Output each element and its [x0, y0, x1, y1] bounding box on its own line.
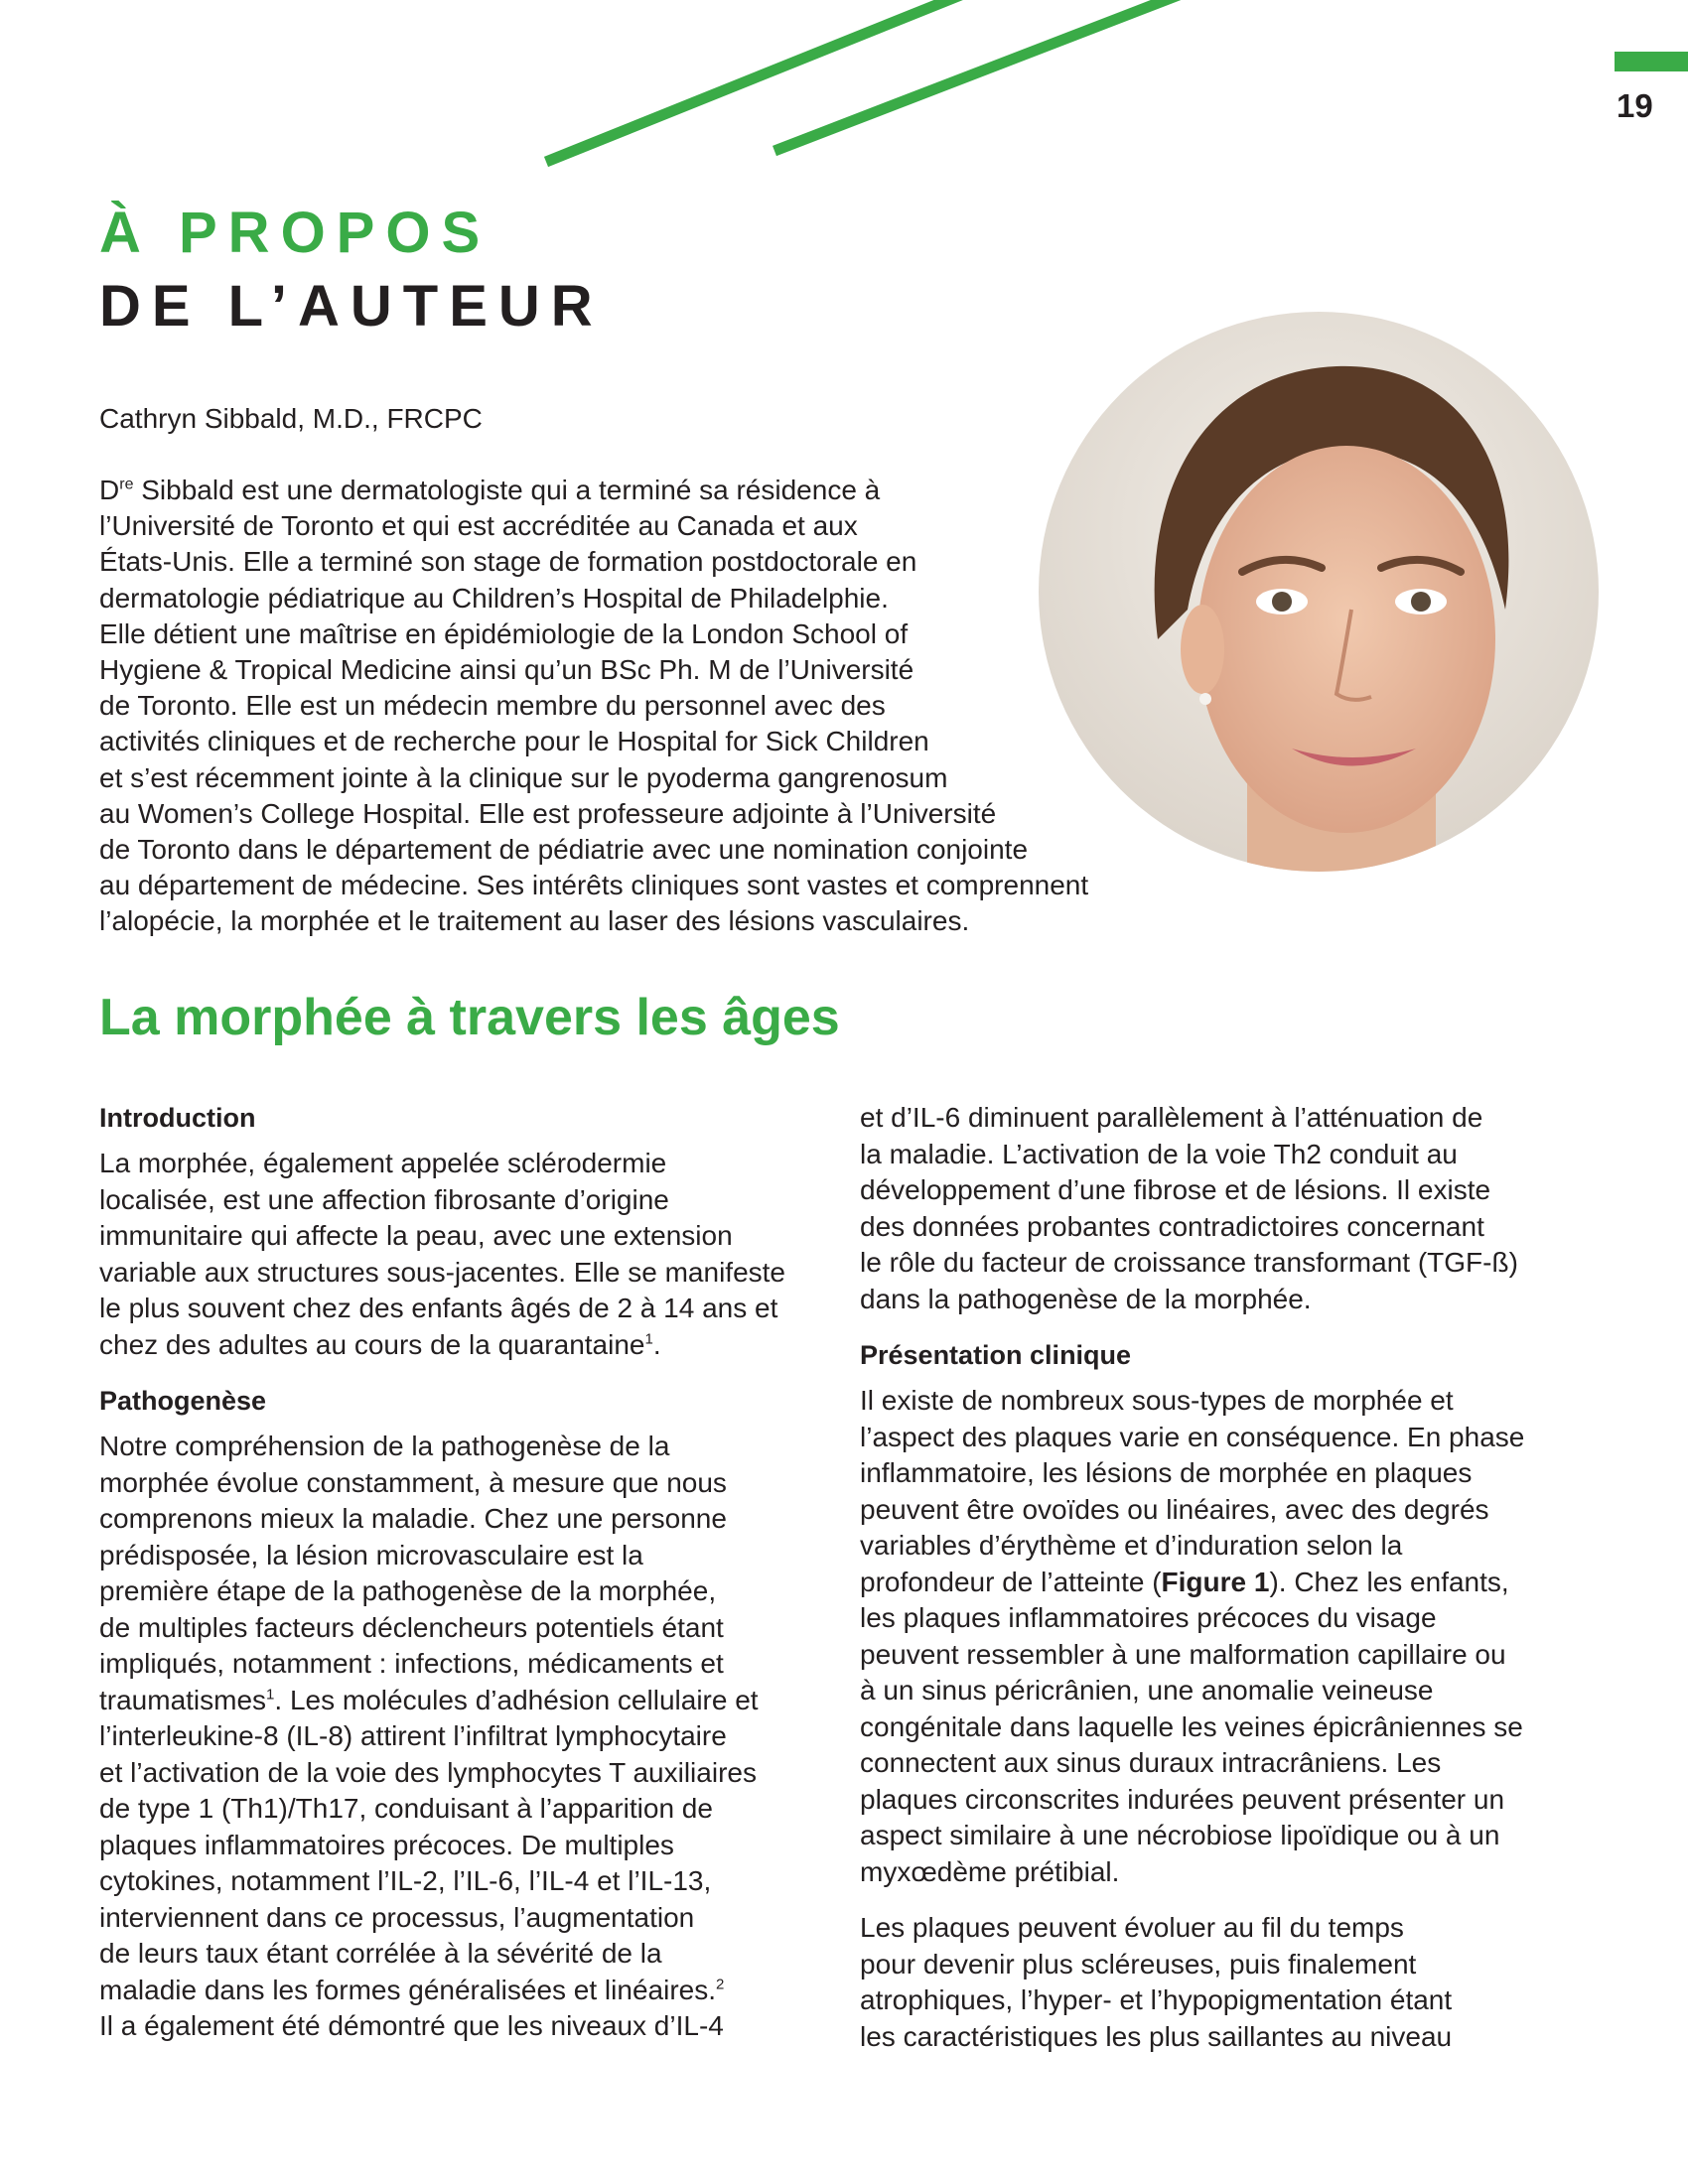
author-name: Cathryn Sibbald, M.D., FRCPC [99, 403, 483, 434]
heading-pathogenese: Pathogenèse [99, 1386, 267, 1416]
paragraph-continuation: et d’IL-6 diminuent parallèlement à l’atténuation de la maladie. L’activation de la voie Th2 conduit au développement d’une fibrose et de lésions. Il existe des données probantes contradictoires concernant le rôle du facteur de croissance transformant (TGF-ß) dans la pathogenèse de la morphée. [860, 1102, 1518, 1314]
paragraph-presentation-clinique: Il existe de nombreux sous-types de morphée et l’aspect des plaques varie en conséquence. En phase inflammatoire, les lésions de morphée en plaques peuvent être ovoïdes ou linéaires, avec des degrés variables d’érythème et d’induration selon la profondeur de l’atteinte (Figure 1). Chez les enfants, les plaques inflammatoires précoces du visage peuvent ressembler à une malformation capillaire ou à un sinus péricrânien, une anomalie veineuse congénitale dans laquelle les veines épicrâniennes se connectent aux sinus duraux intracrâniens. Les plaques circonscrites indurées peuvent présenter un aspect similaire à une nécrobiose lipoïdique ou à un myxœdème prétibial. [860, 1385, 1525, 1887]
reference-marker: 2 [716, 1976, 725, 1993]
heading-introduction: Introduction [99, 1103, 256, 1133]
bio-superscript: re [119, 476, 134, 493]
section-title-line1: À PROPOS [99, 201, 492, 265]
section-title-line2: DE L’AUTEUR [99, 274, 604, 339]
paragraph-evolution: Les plaques peuvent évoluer au fil du temps pour devenir plus scléreuses, puis finalement atrophiques, l’hyper- et l’hypopigmentation étant les caractéristiques les plus saillantes au niveau [860, 1912, 1453, 2052]
article-title: La morphée à travers les âges [99, 989, 840, 1046]
article-column-right [860, 1100, 1595, 2075]
page-number-accent-bar [1615, 52, 1688, 71]
reference-marker: 1 [644, 1330, 653, 1348]
page-number: 19 [1617, 87, 1653, 124]
author-bio: Dre Sibbald est une dermatologiste qui a terminé sa résidence à l’Université de Toronto et qui est accréditée au Canada et aux États-Unis. Elle a terminé son stage de formation postdoctorale en dermatologie pédiatrique au Children’s Hospital de Philadelphie. Elle détient une maîtrise en épidémiologie de la London School of Hygiene & Tropical Medicine ainsi qu’un BSc Ph. M de l’Université de Toronto. Elle est un médecin membre du personnel avec des activités cliniques et de recherche pour le Hospital for Sick Children et s’est récemment jointe à la clinique sur le pyoderma gangrenosum au Women’s College Hospital. Elle est professeure adjointe à l’Université de Toronto dans le département de pédiatrie avec une nomination conjointe au département de médecine. Ses intérêts cliniques sont vastes et comprennent l’alopécie, la morphée et le traitement au laser des lésions vasculaires. [99, 475, 1089, 937]
paragraph-introduction: La morphée, également appelée sclérodermie localisée, est une affection fibrosante d’origine immunitaire qui affecte la peau, avec une extension variable aux structures sous-jacentes. Elle se manifeste le plus souvent chez des enfants âgés de 2 à 14 ans et chez des adultes au cours de la quarantaine$^1$. [99, 1148, 785, 1360]
bio-prefix: D [99, 475, 120, 505]
figure-reference: Figure 1 [1161, 1566, 1270, 1597]
decorative-diagonal-lines [0, 0, 1688, 199]
reference-marker: 1 [266, 1686, 275, 1704]
paragraph-pathogenese: Notre compréhension de la pathogenèse de la morphée évolue constamment, à mesure que nous comprenons mieux la maladie. Chez une personne prédisposée, la lésion microvasculaire est la première étape de la pathogenèse de la morphée, de multiples facteurs déclencheurs potentiels étant impliqués, notamment : infections, médicaments et traumatismes$^1$. Les molécules d’adhésion cellulaire et l’interleukine-8 (IL-8) attirent l’infiltrat lymphocytaire et l’activation de la voie des lymphocytes T auxiliaires de type 1 (Th1)/Th17, conduisant à l’apparition de plaques inflammatoires précoces. De multiples cytokines, notamment l’IL-2, l’IL-6, l’IL-4 et l’IL-13, interviennent dans ce processus, l’augmentation de leurs taux étant corrélée à la sévérité de la maladie dans les formes généralisées et linéaires.$^2$ Il a également été démontré que les niveaux d’IL-4 [99, 1431, 759, 2041]
article-column-left [99, 1100, 834, 2065]
heading-presentation-clinique: Présentation clinique [860, 1340, 1132, 1370]
